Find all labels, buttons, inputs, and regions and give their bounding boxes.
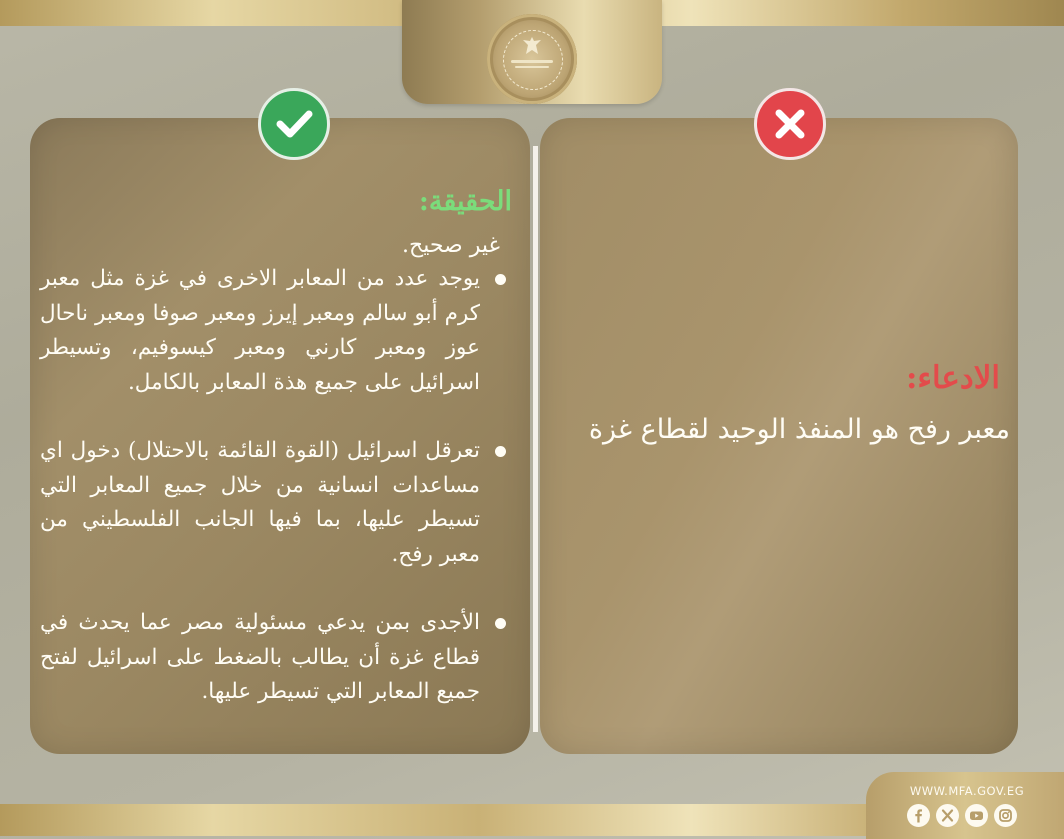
instagram-icon[interactable] <box>994 804 1017 827</box>
seal-text-line <box>511 60 553 63</box>
claim-heading: الادعاء: <box>905 360 1000 396</box>
ministry-seal-logo <box>487 14 577 104</box>
bullet-text: الأجدى بمن يدعي مسئولية مصر عما يحدث في قطاع غزة أن يطالب بالضغط على اسرائيل لفتح جميع المعابر التي تسيطر عليها. <box>40 610 480 704</box>
truth-intro: غير صحيح. <box>402 233 500 258</box>
website-link[interactable]: WWW.MFA.GOV.EG <box>909 784 1025 798</box>
bullet-text: يوجد عدد من المعابر الاخرى في غزة مثل معبر كرم أبو سالم ومعبر إيرز ومعبر صوفا ومعبر ناحال عوز ومعبر كارني ومعبر كيسوفيم، وتسيطر اسرائيل على جميع هذة المعابر بالكامل. <box>40 266 480 395</box>
bullet-dot <box>495 618 506 629</box>
social-icons <box>907 804 1017 827</box>
check-icon <box>261 91 327 157</box>
youtube-icon[interactable] <box>965 804 988 827</box>
bullet-text: تعرقل اسرائيل (القوة القائمة بالاحتلال) دخول اي مساعدات انسانية من خلال جميع المعابر التي تسيطر عليها، بما فيها الجانب الفلسطيني من معبر رفح. <box>40 438 480 567</box>
x-icon[interactable] <box>936 804 959 827</box>
seal-text-line <box>515 66 549 68</box>
facebook-icon[interactable] <box>907 804 930 827</box>
claim-text: معبر رفح هو المنفذ الوحيد لقطاع غزة <box>588 414 1010 445</box>
list-item <box>40 434 506 572</box>
panel-divider <box>533 146 538 732</box>
check-badge <box>258 88 330 160</box>
truth-bullet-list <box>40 262 506 710</box>
bullet-dot <box>495 446 506 457</box>
x-badge <box>754 88 826 160</box>
eagle-emblem-icon <box>521 36 543 56</box>
bullet-dot <box>495 274 506 285</box>
close-icon <box>757 91 823 157</box>
list-item <box>40 606 506 710</box>
truth-heading: الحقيقة: <box>418 186 512 217</box>
list-item <box>40 262 506 400</box>
